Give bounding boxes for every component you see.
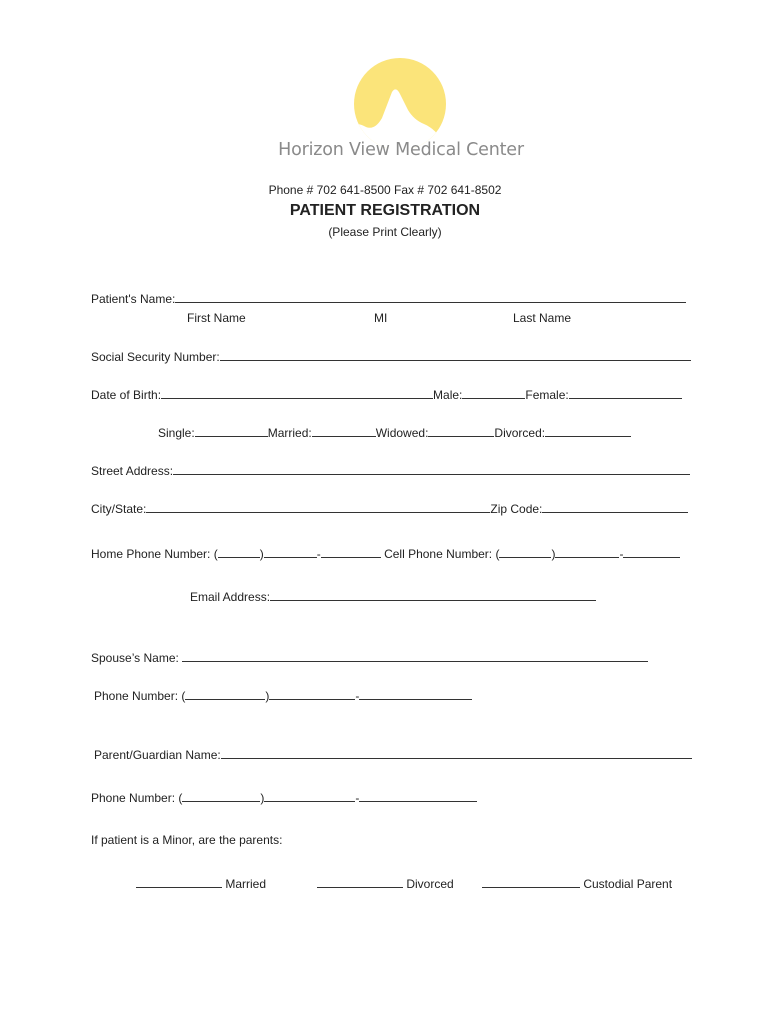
patient-name-field[interactable] (175, 291, 686, 303)
male-label: Male: (433, 388, 463, 402)
guardian-phone-line-field[interactable] (359, 790, 477, 802)
street-row (91, 463, 690, 478)
ssn-row (91, 349, 691, 364)
male-field[interactable] (462, 387, 525, 399)
guardian-phone-row: Phone Number: ( ) - (91, 790, 477, 805)
female-label: Female: (525, 388, 569, 402)
minor-divorced-label: Divorced (406, 877, 454, 891)
married-label: Married: (267, 426, 312, 440)
dob-row (91, 387, 682, 402)
minor-divorced-row (317, 876, 454, 891)
spouse-phone-row: Phone Number: ( ) - (94, 688, 472, 703)
spouse-phone-line-field[interactable] (359, 688, 472, 700)
form-title: PATIENT REGISTRATION (289, 202, 481, 219)
contact-info: Phone # 702 641-8500 Fax # 702 641-8502 (268, 183, 502, 197)
spouse-phone-area-field[interactable] (185, 688, 265, 700)
minor-married-field[interactable] (136, 876, 222, 888)
spouse-name-row (91, 650, 648, 665)
phone-row: Home Phone Number: ( ) - Cell Phone Number: ( ) - (91, 546, 680, 561)
home-phone-area-field[interactable] (218, 546, 260, 558)
home-phone-label: Home Phone Number: ( (91, 547, 218, 561)
divorced-label: Divorced: (494, 426, 546, 440)
minor-married-row (136, 876, 266, 891)
city-state-field[interactable] (146, 501, 490, 513)
minor-married-label: Married (225, 877, 267, 891)
single-field[interactable] (195, 425, 268, 437)
street-label: Street Address: (91, 464, 174, 478)
minor-custodial-label: Custodial Parent (583, 877, 673, 891)
ssn-label: Social Security Number: (91, 350, 220, 364)
spouse-phone-prefix-field[interactable] (269, 688, 355, 700)
dob-label: Date of Birth: (91, 388, 162, 402)
minor-custodial-field[interactable] (482, 876, 580, 888)
dob-field[interactable] (161, 387, 433, 399)
minor-question: If patient is a Minor, are the parents: (91, 833, 283, 847)
street-field[interactable] (173, 463, 690, 475)
cell-phone-label: Cell Phone Number: ( (384, 547, 500, 561)
form-subtitle: (Please Print Clearly) (328, 225, 442, 239)
guardian-name-label: Parent/Guardian Name: (94, 748, 221, 762)
female-field[interactable] (569, 387, 682, 399)
cell-phone-area-field[interactable] (499, 546, 551, 558)
widowed-label: Widowed: (375, 426, 429, 440)
guardian-phone-prefix-field[interactable] (264, 790, 355, 802)
email-label: Email Address: (190, 590, 271, 604)
email-row (190, 589, 596, 604)
marital-status-row (158, 425, 631, 440)
minor-divorced-field[interactable] (317, 876, 403, 888)
city-state-label: City/State: (91, 502, 147, 516)
home-phone-line-field[interactable] (321, 546, 381, 558)
single-label: Single: (158, 426, 195, 440)
cell-phone-line-field[interactable] (623, 546, 680, 558)
email-field[interactable] (270, 589, 596, 601)
widowed-field[interactable] (428, 425, 494, 437)
patient-name-label: Patient's Name: (91, 292, 176, 306)
guardian-name-field[interactable] (221, 747, 692, 759)
zip-label: Zip Code: (490, 502, 543, 516)
ssn-field[interactable] (220, 349, 691, 361)
first-name-caption: First Name (187, 311, 246, 325)
city-zip-row (91, 501, 688, 516)
guardian-phone-label: Phone Number: ( (91, 791, 183, 805)
sun-mountain-logo-icon (340, 58, 460, 148)
last-name-caption: Last Name (513, 311, 572, 325)
spouse-name-label: Spouse’s Name: (91, 651, 179, 665)
guardian-name-row (94, 747, 692, 762)
mi-caption: MI (374, 311, 388, 325)
spouse-phone-label: Phone Number: ( (94, 689, 186, 703)
spouse-name-field[interactable] (182, 650, 648, 662)
divorced-field[interactable] (545, 425, 631, 437)
home-phone-prefix-field[interactable] (264, 546, 317, 558)
patient-name-row (91, 291, 686, 306)
zip-field[interactable] (542, 501, 688, 513)
org-name: Horizon View Medical Center (278, 140, 524, 160)
guardian-phone-area-field[interactable] (182, 790, 260, 802)
married-field[interactable] (312, 425, 376, 437)
minor-custodial-row (482, 876, 672, 891)
cell-phone-prefix-field[interactable] (555, 546, 619, 558)
